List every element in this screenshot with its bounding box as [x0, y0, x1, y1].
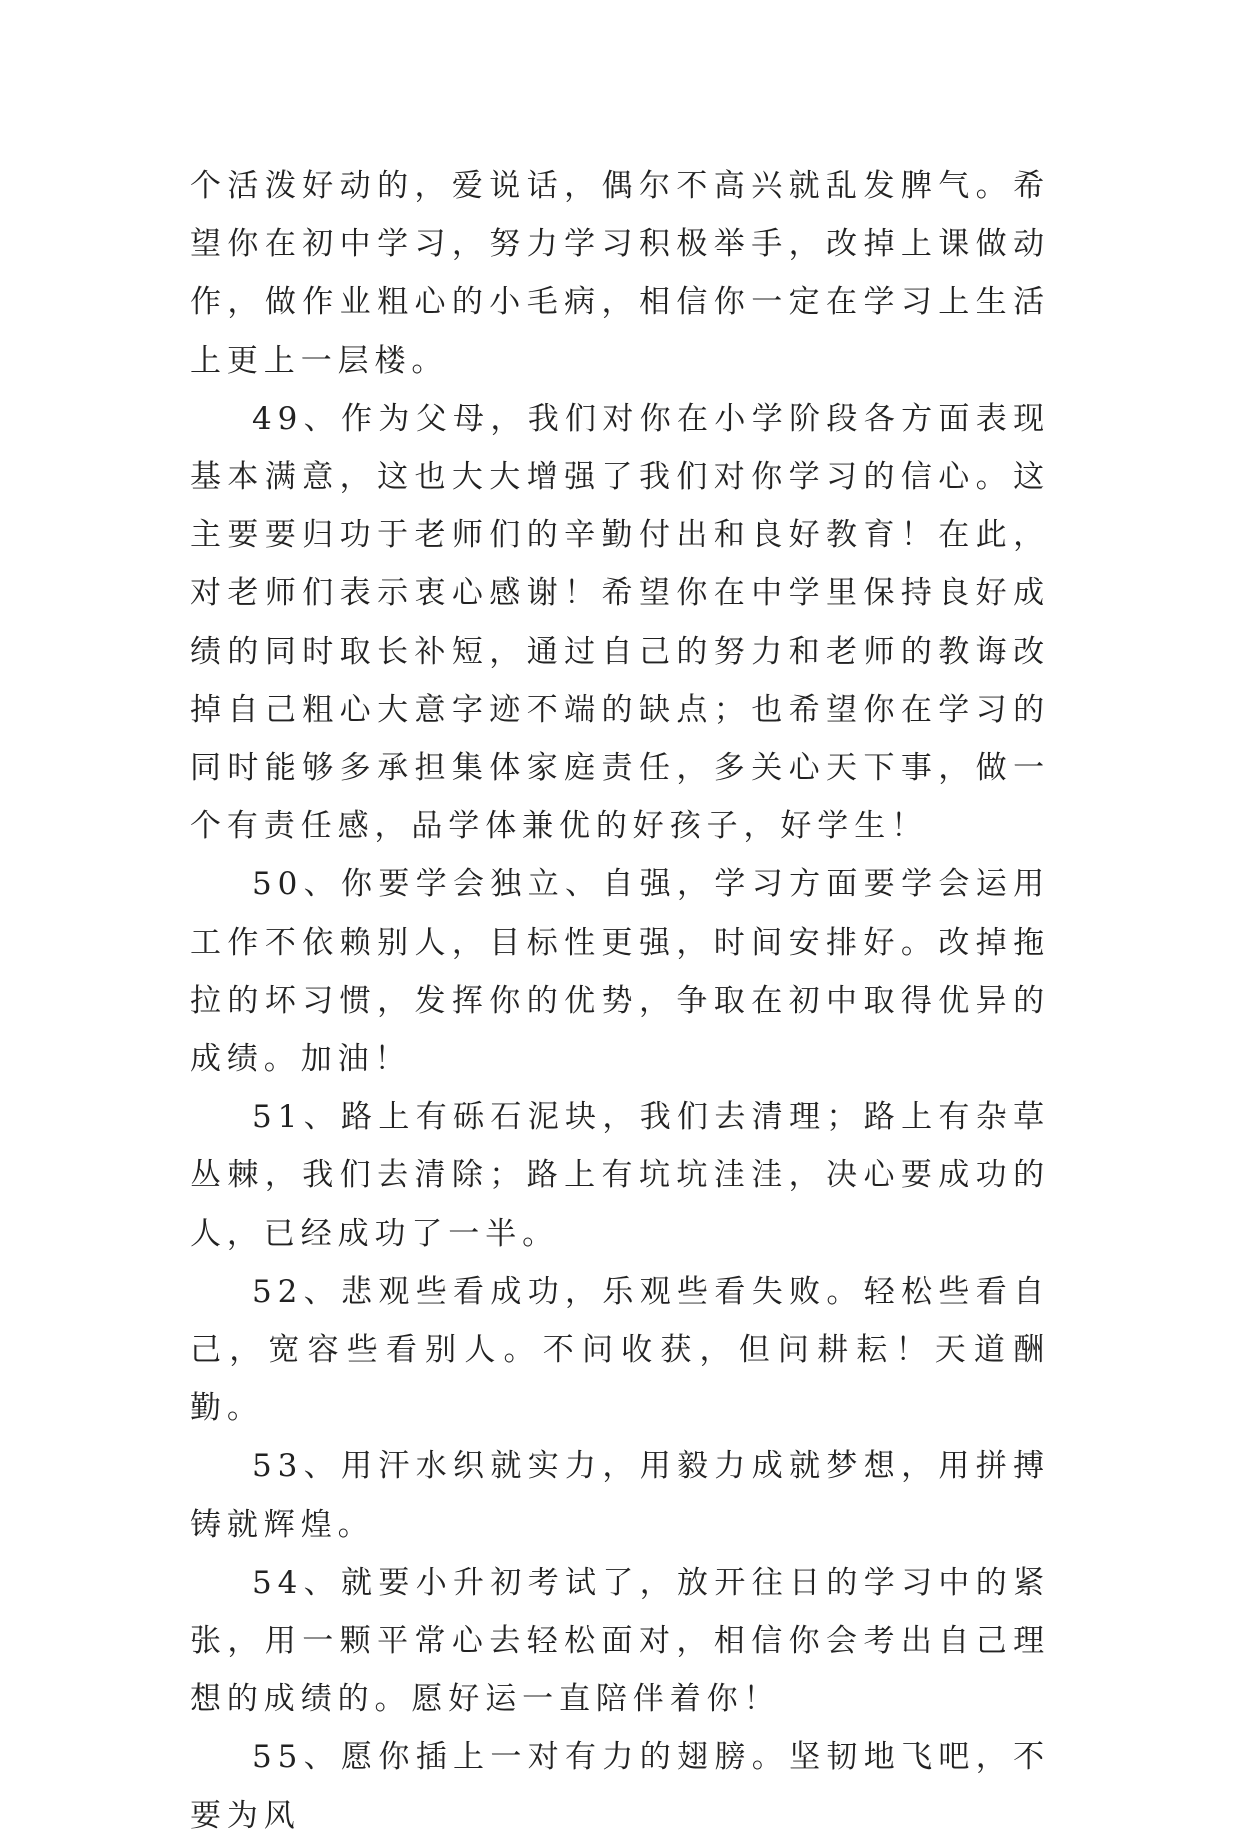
paragraph-52: 52、悲观些看成功，乐观些看失败。轻松些看自己，宽容些看别人。不问收获，但问耕耘！天道酬勤。	[190, 1273, 1050, 1427]
paragraph-50: 50、你要学会独立、自强，学习方面要学会运用工作不依赖别人，目标性更强，时间安排好。改掉拖拉的坏习惯，发挥你的优势，争取在初中取得优异的成绩。加油！	[190, 866, 1050, 1078]
document-body	[190, 157, 1050, 1845]
paragraph-53: 53、用汗水织就实力，用毅力成就梦想，用拼搏铸就辉煌。	[190, 1448, 1050, 1543]
paragraph-51: 51、路上有砾石泥块，我们去清理；路上有杂草丛棘，我们去清除；路上有坑坑洼洼，决心要成功的人，已经成功了一半。	[190, 1099, 1050, 1252]
paragraph-49: 49、作为父母，我们对你在小学阶段各方面表现基本满意，这也大大增强了我们对你学习的信心。这主要要归功于老师们的辛勤付出和良好教育！在此，对老师们表示衷心感谢！希望你在中学里保持良好成绩的同时取长补短，通过自己的努力和老师的教诲改掉自己粗心大意字迹不端的缺点；也希望你在学习的同时能够多承担集体家庭责任，多关心天下事，做一个有责任感，品学体兼优的好孩子，好学生！	[190, 400, 1050, 845]
paragraph-54: 54、就要小升初考试了，放开往日的学习中的紧张，用一颗平常心去轻松面对，相信你会考出自己理想的成绩的。愿好运一直陪伴着你！	[190, 1564, 1050, 1718]
paragraph-55: 55、愿你插上一对有力的翅膀。坚韧地飞吧，不要为风	[190, 1739, 1050, 1834]
paragraph-continuation: 个活泼好动的，爱说话，偶尔不高兴就乱发脾气。希望你在初中学习，努力学习积极举手，改掉上课做动作，做作业粗心的小毛病，相信你一定在学习上生活上更上一层楼。	[190, 168, 1050, 379]
